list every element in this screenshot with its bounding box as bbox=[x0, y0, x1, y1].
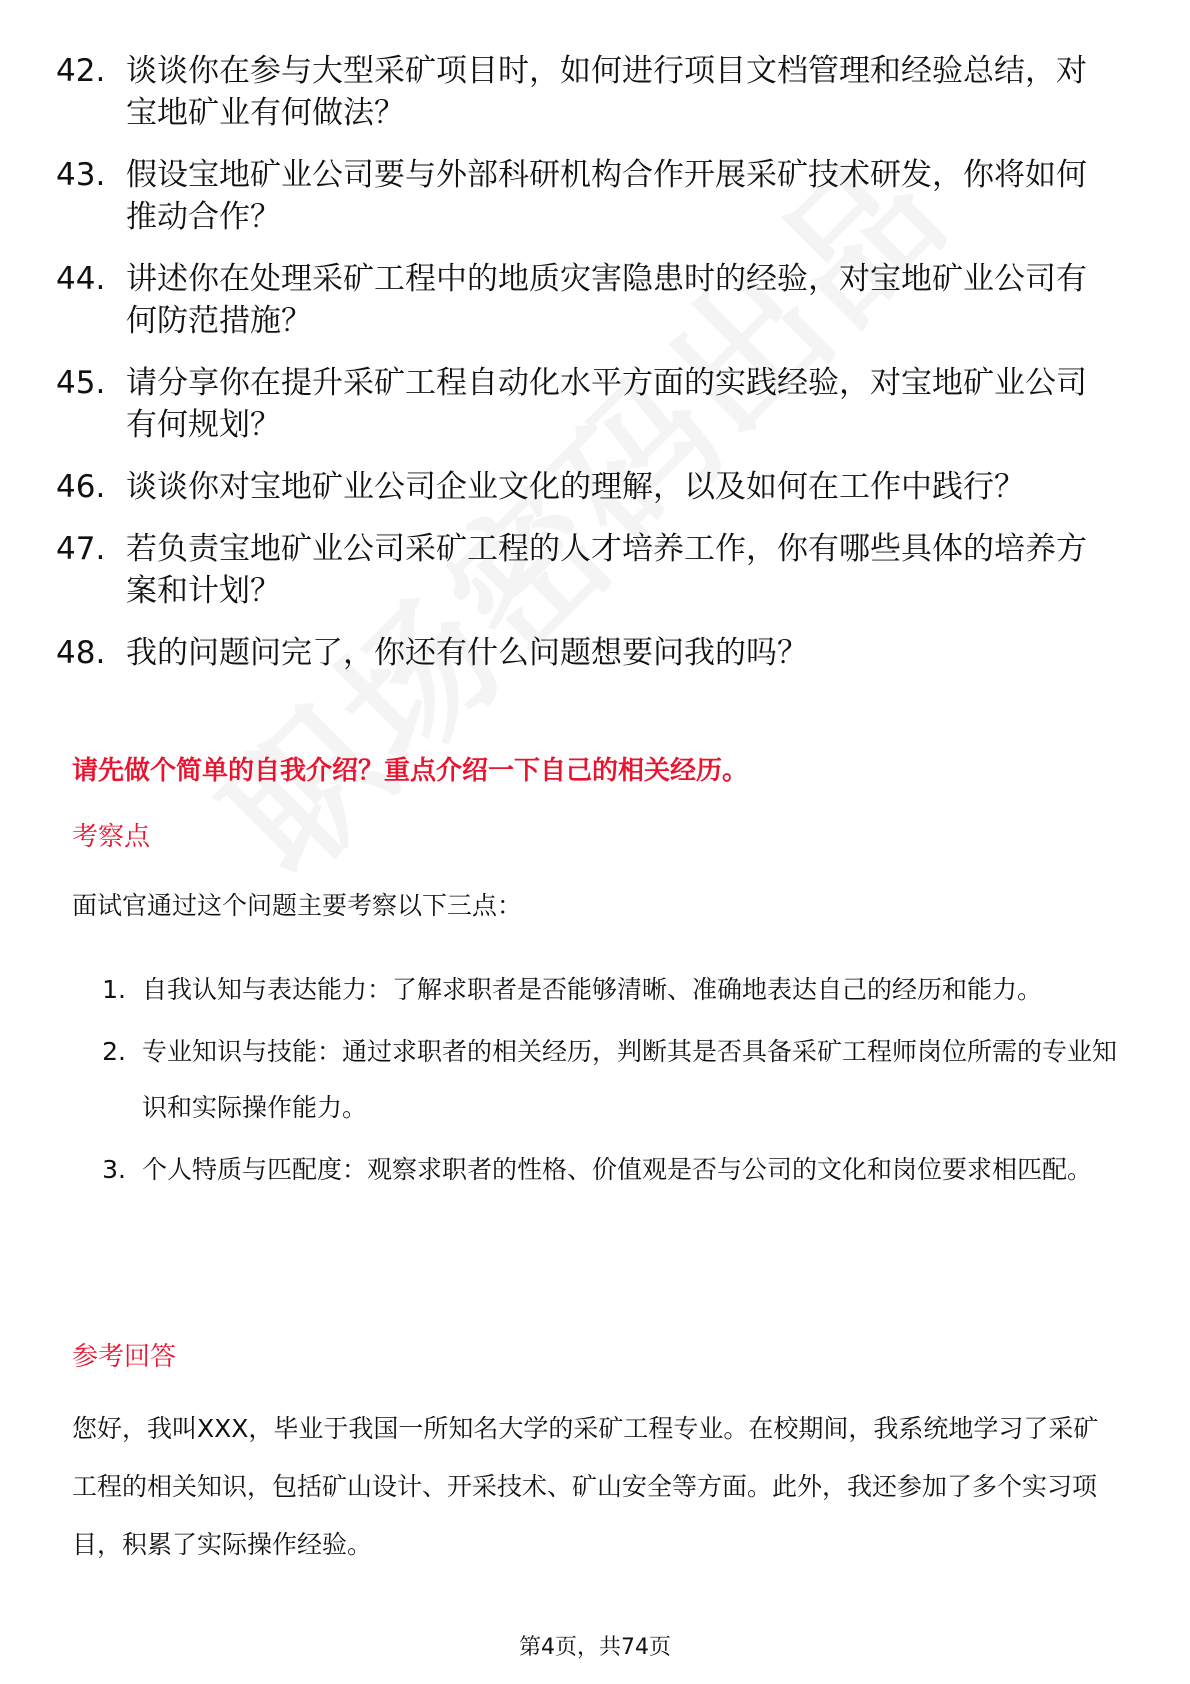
question-text: 谈谈你在参与大型采矿项目时，如何进行项目文档管理和经验总结，对宝地矿业有何做法？ bbox=[126, 53, 1087, 131]
list-item bbox=[56, 632, 1116, 674]
item-text: 专业知识与技能：通过求职者的相关经历，判断其是否具备采矿工程师岗位所需的专业知识和实际操作能力。 bbox=[142, 1037, 1118, 1122]
question-list bbox=[56, 50, 1116, 694]
list-item bbox=[72, 962, 1118, 1018]
question-number: 42. bbox=[56, 53, 106, 89]
question-number: 48. bbox=[56, 635, 106, 671]
page-number: 第4页，共74页 bbox=[519, 1635, 671, 1660]
list-item bbox=[72, 1024, 1118, 1136]
question-number: 43. bbox=[56, 157, 106, 193]
item-text: 自我认知与表达能力：了解求职者是否能够清晰、准确地表达自己的经历和能力。 bbox=[142, 975, 1043, 1004]
question-number: 45. bbox=[56, 365, 106, 401]
list-item bbox=[56, 466, 1116, 508]
question-text: 若负责宝地矿业公司采矿工程的人才培养工作，你有哪些具体的培养方案和计划？ bbox=[126, 531, 1087, 609]
item-text: 个人特质与匹配度：观察求职者的性格、价值观是否与公司的文化和岗位要求相匹配。 bbox=[142, 1155, 1093, 1184]
question-text: 讲述你在处理采矿工程中的地质灾害隐患时的经验，对宝地矿业公司有何防范措施？ bbox=[126, 261, 1087, 339]
answer-heading: 参考回答 bbox=[72, 1342, 177, 1372]
question-text: 我的问题问完了，你还有什么问题想要问我的吗？ bbox=[126, 635, 808, 671]
focus-list bbox=[72, 962, 1118, 1204]
question-text: 请分享你在提升采矿工程自动化水平方面的实践经验，对宝地矿业公司有何规划？ bbox=[126, 365, 1087, 443]
item-number: 1. bbox=[102, 975, 126, 1004]
list-item bbox=[56, 528, 1116, 612]
question-number: 44. bbox=[56, 261, 106, 297]
list-item bbox=[56, 50, 1116, 134]
focus-heading: 考察点 bbox=[72, 822, 151, 852]
question-number: 47. bbox=[56, 531, 106, 567]
list-item bbox=[72, 1142, 1118, 1198]
section-title: 请先做个简单的自我介绍？重点介绍一下自己的相关经历。 bbox=[72, 756, 749, 786]
item-number: 3. bbox=[102, 1155, 126, 1184]
question-number: 46. bbox=[56, 469, 106, 505]
list-item bbox=[56, 154, 1116, 238]
focus-intro: 面试官通过这个问题主要考察以下三点： bbox=[72, 891, 523, 920]
question-text: 谈谈你对宝地矿业公司企业文化的理解，以及如何在工作中践行？ bbox=[126, 469, 1025, 505]
list-item bbox=[56, 362, 1116, 446]
list-item bbox=[56, 258, 1116, 342]
answer-text: 您好，我叫XXX，毕业于我国一所知名大学的采矿工程专业。在校期间，我系统地学习了采矿工程的相关知识，包括矿山设计、开采技术、矿山安全等方面。此外，我还参加了多个实习项目，积累了实际操作经验。 bbox=[72, 1414, 1099, 1559]
item-number: 2. bbox=[102, 1037, 126, 1066]
question-text: 假设宝地矿业公司要与外部科研机构合作开展采矿技术研发，你将如何推动合作？ bbox=[126, 157, 1087, 235]
